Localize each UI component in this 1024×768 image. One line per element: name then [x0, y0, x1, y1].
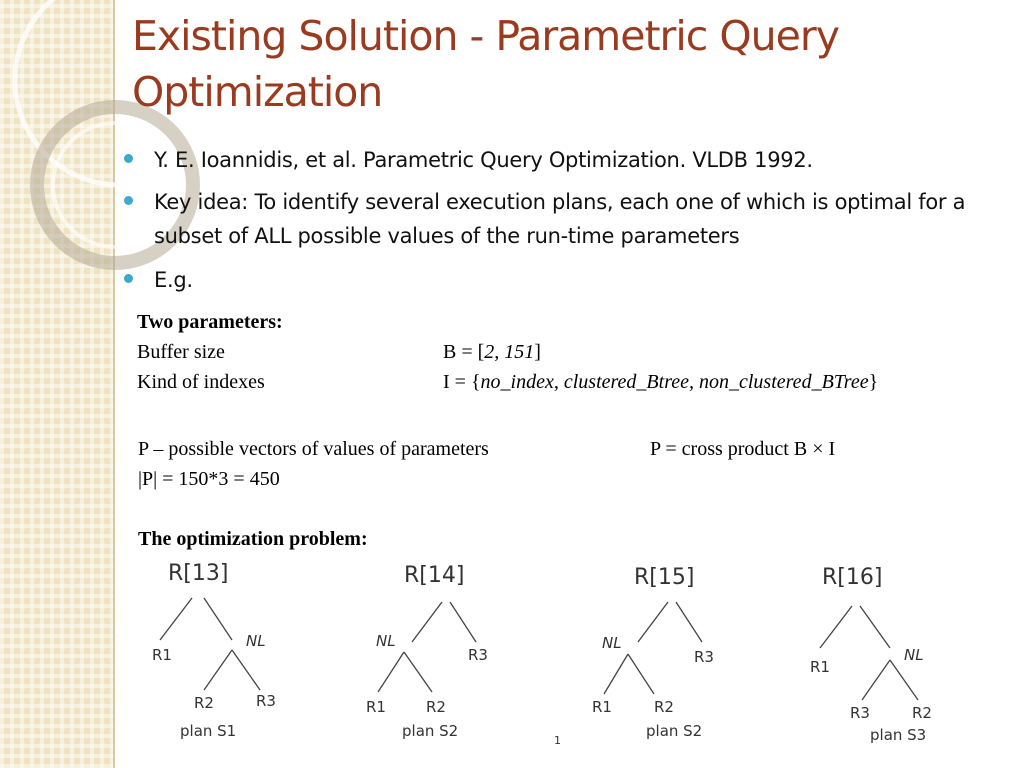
buffer-range: [443, 337, 541, 367]
tree-node: R3: [850, 704, 870, 722]
index-prefix: I = {: [443, 371, 481, 393]
buffer-size-label: Buffer size: [137, 341, 225, 363]
p-definition: P – possible vectors of values of parameters: [138, 438, 489, 460]
tree-node: NL: [602, 634, 622, 652]
tree-edge: [450, 602, 476, 642]
tree-edge: [862, 660, 890, 700]
tree-edge: [378, 652, 404, 692]
plan-tree-s1: [152, 561, 276, 740]
bullet-dot-icon: [124, 196, 133, 205]
plan-label: plan S2: [402, 722, 459, 740]
tree-edge: [628, 654, 654, 694]
tree-node: R1: [810, 658, 830, 676]
page-number: 1: [554, 734, 561, 747]
plan-label: plan S1: [180, 722, 237, 740]
bullet-key-idea: [124, 185, 1004, 253]
plan-label: plan S2: [646, 722, 703, 740]
tree-label: R[14]: [404, 563, 465, 588]
tree-edge: [860, 606, 890, 648]
tree-node: R1: [592, 698, 612, 716]
tree-edge: [638, 602, 668, 642]
plan-label: plan S3: [870, 726, 927, 744]
tree-edge: [204, 598, 232, 640]
buffer-prefix: B = [: [443, 341, 485, 363]
params-heading: Two parameters:: [137, 311, 283, 333]
tree-node: R2: [654, 698, 674, 716]
tree-edge: [890, 660, 918, 700]
bullet-text: E.g.: [154, 268, 193, 292]
tree-edge: [604, 654, 628, 694]
bullet-text: Key idea: To identify several execution plans, each one of which is optimal for a subset of ALL possible values of the run-time parameters: [154, 190, 966, 248]
tree-node: R2: [194, 694, 214, 712]
tree-node: R1: [152, 646, 172, 664]
tree-edge: [160, 598, 192, 640]
bullet-reference: [124, 143, 1004, 177]
index-set-values: no_index, clustered_Btree, non_clustered_BTree: [480, 371, 869, 393]
tree-node: R3: [256, 692, 276, 710]
tree-label: R[15]: [634, 565, 695, 590]
plan-tree-s2b: [592, 565, 714, 740]
index-set: [443, 367, 878, 397]
buffer-suffix: ]: [534, 341, 541, 363]
index-suffix: }: [868, 371, 879, 393]
plan-trees-figure: [120, 550, 1020, 750]
tree-label: R[13]: [168, 561, 229, 586]
tree-edge: [676, 602, 702, 642]
bullet-dot-icon: [124, 154, 133, 163]
tree-edge: [820, 606, 852, 648]
bullet-example: [124, 263, 1004, 297]
plan-tree-s3: [810, 565, 932, 744]
tree-node: R3: [468, 646, 488, 664]
tree-node: NL: [246, 632, 266, 650]
tree-edge: [204, 650, 232, 690]
tree-node: R1: [366, 698, 386, 716]
tree-node: NL: [376, 632, 396, 650]
index-kind-label: Kind of indexes: [137, 371, 265, 393]
tree-node: R2: [426, 698, 446, 716]
p-size: |P| = 150*3 = 450: [138, 468, 280, 490]
p-formula: P = cross product B × I: [650, 438, 836, 460]
buffer-range-values: 2, 151: [484, 341, 535, 363]
tree-label: R[16]: [822, 565, 883, 590]
tree-node: NL: [904, 646, 924, 664]
slide-title: Existing Solution - Parametric Query Optimization: [132, 12, 839, 116]
problem-heading: The optimization problem:: [138, 528, 368, 550]
bullet-dot-icon: [124, 274, 133, 283]
tree-edge: [232, 650, 260, 690]
tree-edge: [404, 652, 432, 692]
bullet-text: Y. E. Ioannidis, et al. Parametric Query Optimization. VLDB 1992.: [154, 148, 813, 172]
tree-edge: [412, 602, 442, 642]
plan-tree-s2a: [366, 563, 488, 740]
tree-node: R2: [912, 704, 932, 722]
tree-node: R3: [694, 648, 714, 666]
